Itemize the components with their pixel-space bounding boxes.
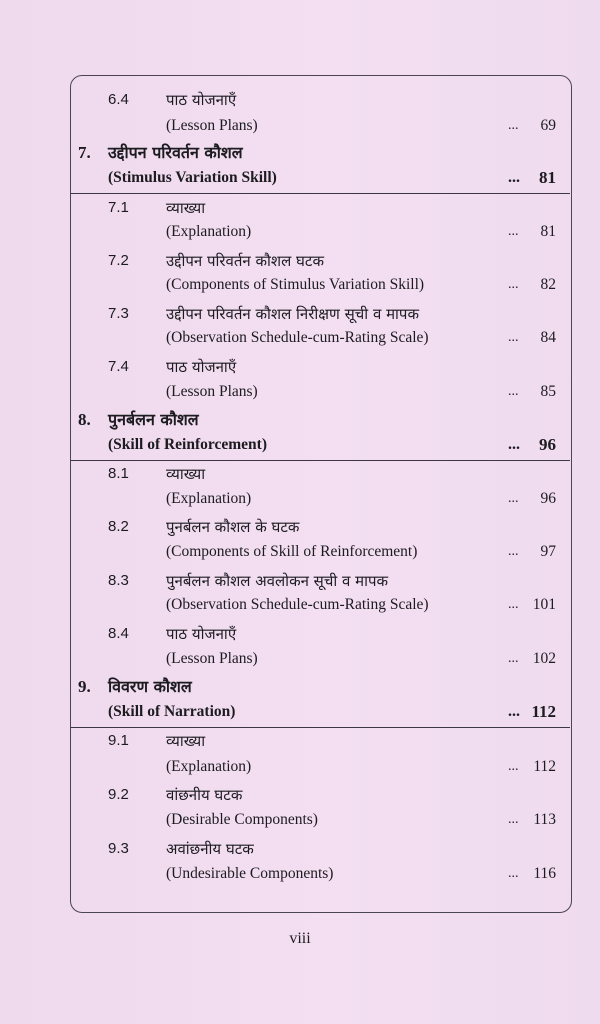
toc-chapter-8-english xyxy=(0,433,600,457)
chapter-number: 8. xyxy=(78,410,91,429)
chapter-english-title: (Skill of Reinforcement) xyxy=(108,436,267,453)
entry-hindi-title: व्याख्या xyxy=(166,199,206,217)
entry-page-number: 113 xyxy=(533,811,556,828)
chapter-number: 7. xyxy=(78,143,91,162)
entry-number: 8.4 xyxy=(108,625,129,642)
toc-entry-7-4-english xyxy=(0,380,600,404)
entry-page-number: 116 xyxy=(533,865,556,882)
chapter-hindi-title: उद्दीपन परिवर्तन कौशल xyxy=(108,143,243,162)
toc-entry-7-1-english xyxy=(0,220,600,244)
entry-hindi-title: पुनर्बलन कौशल अवलोकन सूची व मापक xyxy=(166,572,389,590)
toc-entry-9-3-english xyxy=(0,862,600,886)
chapter-divider-line xyxy=(70,727,570,728)
entry-page-number: 82 xyxy=(540,276,556,293)
entry-page-number: 84 xyxy=(540,329,556,346)
toc-chapter-9-english xyxy=(0,700,600,724)
entry-english-title: (Explanation) xyxy=(166,758,252,775)
entry-page-number: 101 xyxy=(532,596,556,613)
entry-english-title: (Components of Skill of Reinforcement) xyxy=(166,543,418,560)
toc-chapter-9-hindi xyxy=(0,675,600,699)
toc-entry-6-4-hindi xyxy=(0,88,600,112)
entry-english-title: (Lesson Plans) xyxy=(166,117,258,134)
entry-leader-dots: ... xyxy=(508,330,519,345)
toc-entry-7-4-hindi xyxy=(0,355,600,379)
toc-entry-8-1-hindi xyxy=(0,462,600,486)
entry-leader-dots: ... xyxy=(508,224,519,239)
entry-leader-dots: ... xyxy=(508,384,519,399)
toc-entry-8-2-hindi xyxy=(0,515,600,539)
toc-entry-8-4-english xyxy=(0,647,600,671)
toc-entry-7-2-english xyxy=(0,273,600,297)
entry-hindi-title: व्याख्या xyxy=(166,732,206,750)
entry-hindi-title: पुनर्बलन कौशल के घटक xyxy=(166,518,300,536)
toc-entry-9-2-english xyxy=(0,808,600,832)
entry-number: 7.3 xyxy=(108,305,129,322)
entry-number: 8.2 xyxy=(108,518,129,535)
toc-entry-8-4-hindi xyxy=(0,622,600,646)
entry-number: 6.4 xyxy=(108,91,129,108)
chapter-leader-dots: ... xyxy=(508,703,520,720)
entry-leader-dots: ... xyxy=(508,597,519,612)
entry-hindi-title: पाठ योजनाएँ xyxy=(166,358,237,376)
chapter-page-number: 96 xyxy=(539,435,556,454)
entry-english-title: (Observation Schedule-cum-Rating Scale) xyxy=(166,329,429,346)
toc-entry-7-2-hindi xyxy=(0,249,600,273)
entry-leader-dots: ... xyxy=(508,651,519,666)
chapter-divider-line xyxy=(70,460,570,461)
entry-english-title: (Components of Stimulus Variation Skill) xyxy=(166,276,425,293)
toc-entry-8-1-english xyxy=(0,487,600,511)
toc-entry-6-4-english xyxy=(0,114,600,138)
entry-page-number: 85 xyxy=(540,383,556,400)
chapter-english-title: (Skill of Narration) xyxy=(108,703,236,720)
entry-number: 9.1 xyxy=(108,732,129,749)
entry-leader-dots: ... xyxy=(508,277,519,292)
entry-number: 7.4 xyxy=(108,358,129,375)
entry-number: 9.2 xyxy=(108,786,129,803)
chapter-hindi-title: पुनर्बलन कौशल xyxy=(108,410,199,429)
entry-number: 7.2 xyxy=(108,252,129,269)
entry-page-number: 102 xyxy=(532,650,556,667)
entry-number: 8.1 xyxy=(108,465,129,482)
toc-entry-8-3-hindi xyxy=(0,569,600,593)
entry-hindi-title: अवांछनीय घटक xyxy=(166,840,254,858)
entry-number: 7.1 xyxy=(108,199,129,216)
entry-page-number: 81 xyxy=(540,223,556,240)
entry-leader-dots: ... xyxy=(508,866,519,881)
entry-hindi-title: व्याख्या xyxy=(166,465,206,483)
toc-entry-7-1-hindi xyxy=(0,196,600,220)
entry-hindi-title: पाठ योजनाएँ xyxy=(166,91,237,109)
toc-entry-7-3-hindi xyxy=(0,302,600,326)
entry-leader-dots: ... xyxy=(508,544,519,559)
entry-english-title: (Explanation) xyxy=(166,490,252,507)
chapter-leader-dots: ... xyxy=(508,169,520,186)
entry-page-number: 97 xyxy=(540,543,556,560)
chapter-page-number: 81 xyxy=(539,168,556,187)
entry-page-number: 69 xyxy=(540,117,556,134)
entry-page-number: 96 xyxy=(540,490,556,507)
chapter-leader-dots: ... xyxy=(508,436,520,453)
toc-chapter-8-hindi xyxy=(0,408,600,432)
entry-english-title: (Undesirable Components) xyxy=(166,865,334,882)
entry-hindi-title: उद्दीपन परिवर्तन कौशल घटक xyxy=(166,252,324,270)
chapter-number: 9. xyxy=(78,677,91,696)
toc-entry-9-1-hindi xyxy=(0,729,600,753)
toc-entry-9-2-hindi xyxy=(0,783,600,807)
entry-leader-dots: ... xyxy=(508,118,519,133)
chapter-hindi-title: विवरण कौशल xyxy=(108,677,192,696)
entry-page-number: 112 xyxy=(533,758,556,775)
entry-hindi-title: पाठ योजनाएँ xyxy=(166,625,237,643)
entry-hindi-title: उद्दीपन परिवर्तन कौशल निरीक्षण सूची व मापक xyxy=(166,305,419,323)
toc-entry-7-3-english xyxy=(0,326,600,350)
toc-chapter-7-hindi xyxy=(0,141,600,165)
toc-entry-8-3-english xyxy=(0,593,600,617)
page-roman-numeral: viii xyxy=(289,930,311,947)
chapter-page-number: 112 xyxy=(531,702,556,721)
entry-english-title: (Desirable Components) xyxy=(166,811,318,828)
toc-entry-8-2-english xyxy=(0,540,600,564)
chapter-divider-line xyxy=(70,193,570,194)
chapter-english-title: (Stimulus Variation Skill) xyxy=(108,169,277,186)
toc-chapter-7-english xyxy=(0,166,600,190)
toc-entry-9-3-hindi xyxy=(0,837,600,861)
entry-english-title: (Explanation) xyxy=(166,223,252,240)
entry-english-title: (Lesson Plans) xyxy=(166,383,258,400)
entry-leader-dots: ... xyxy=(508,812,519,827)
entry-hindi-title: वांछनीय घटक xyxy=(166,786,243,804)
entry-number: 8.3 xyxy=(108,572,129,589)
entry-leader-dots: ... xyxy=(508,759,519,774)
entry-number: 9.3 xyxy=(108,840,129,857)
toc-entry-9-1-english xyxy=(0,755,600,779)
entry-english-title: (Observation Schedule-cum-Rating Scale) xyxy=(166,596,429,613)
entry-leader-dots: ... xyxy=(508,491,519,506)
entry-english-title: (Lesson Plans) xyxy=(166,650,258,667)
